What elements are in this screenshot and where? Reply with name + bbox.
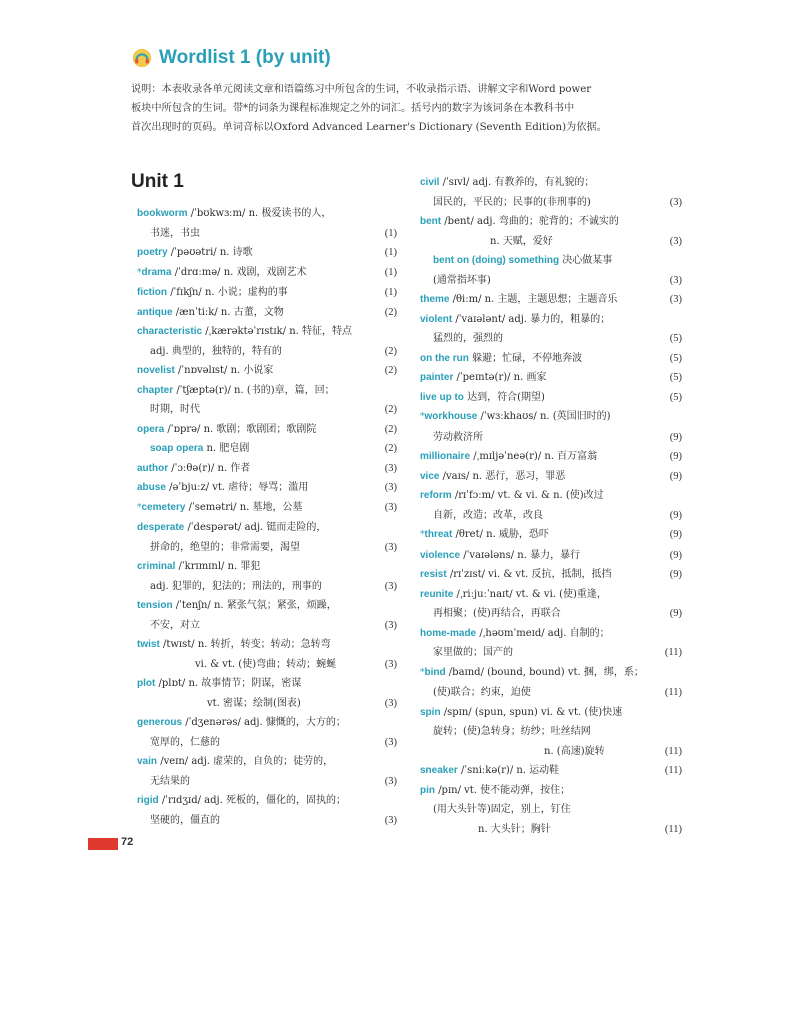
page-ref: (3): [384, 462, 397, 474]
definition-text: /əˈbjuːz/ vt. 虐待；辱骂；滥用: [169, 482, 309, 493]
definition-text: 劳动救济所: [433, 431, 483, 443]
word-entry: [420, 663, 682, 703]
word-entry: [137, 243, 397, 263]
word-entry: [137, 303, 397, 323]
word-entry: [137, 283, 397, 303]
page-ref: (9): [669, 529, 682, 540]
page-ref: (3): [384, 736, 397, 748]
headword: violent: [420, 313, 453, 325]
page-ref: (3): [669, 235, 682, 247]
definition-text: 躲避；忙碌，不停地奔波: [472, 352, 583, 364]
page-ref: (5): [669, 372, 682, 383]
definition-text: /ˈvaɪələnt/ adj. 暴力的，粗暴的；: [455, 313, 611, 325]
word-entry: [420, 290, 682, 310]
page-ref: (9): [669, 470, 682, 482]
headword: plot: [137, 678, 156, 689]
definition-text: /ˈdʒenərəs/ adj. 慷慨的，大方的；: [185, 717, 346, 728]
headword: soap opera: [150, 443, 204, 454]
word-entry: [137, 478, 397, 498]
definition-text: /ˈdrɑːmə/ n. 戏剧，戏剧艺术: [174, 266, 307, 278]
intro-line: 板块中所包含的生词。带*的词条为课程标准规定之外的词汇。括号内的数字为该词条在本教科书中: [131, 103, 575, 114]
headword: rigid: [137, 795, 159, 806]
headword: cemetery: [141, 501, 186, 513]
page-ref: (3): [384, 697, 397, 709]
page-number: 72: [121, 836, 134, 848]
page-ref: (2): [384, 365, 397, 376]
headword: millionaire: [420, 451, 471, 462]
word-entry: [137, 381, 397, 420]
definition-text: n. 肥皂剧: [206, 443, 250, 454]
definition-text: /vaɪs/ n. 恶行，恶习，罪恶: [442, 470, 566, 482]
headword: home-made: [420, 627, 477, 639]
definition-text: n. 大头针；胸针: [478, 823, 551, 835]
definition-text: n. 天赋，爱好: [490, 235, 553, 247]
word-entry: [420, 407, 682, 447]
definition-text: /veɪn/ adj. 虚荣的，自负的；徒劳的，: [160, 756, 334, 767]
intro-line: 首次出现时的页码。单词音标以Oxford Advanced Learner's Dictionary (Seventh Edition)为依据。: [131, 122, 607, 133]
page-ref: (2): [384, 306, 397, 318]
headword: spin: [420, 706, 441, 718]
page-ref: (9): [669, 549, 682, 561]
definition-text: /ˈtʃæptə(r)/ n. (书的)章，篇，回；: [176, 384, 335, 396]
page-ref: (5): [669, 352, 682, 364]
wordlist-left-column: [137, 204, 397, 830]
definition-text: 自新，改造；改革，改良: [433, 509, 543, 521]
definition-text: /baɪnd/ (bound, bound) vt. 捆，绑，系；: [448, 666, 644, 678]
definition-text: /ˈrɪdʒɪd/ adj. 死板的，僵化的，固执的；: [161, 795, 346, 806]
page-ref: (11): [664, 647, 682, 658]
word-entry: [137, 498, 397, 519]
headword: antique: [137, 306, 173, 318]
definition-text: /ænˈtiːk/ n. 古董，文物: [175, 306, 284, 318]
definition-text: 宽厚的，仁慈的: [150, 736, 220, 748]
headword: fiction: [137, 287, 167, 298]
page-ref: (9): [669, 569, 682, 580]
headword: abuse: [137, 482, 166, 493]
definition-text: 达到，符合(期望): [467, 391, 545, 403]
headword: sneaker: [420, 765, 458, 776]
definition-text: /ˌkærəktəˈrɪstɪk/ n. 特征，特点: [205, 326, 352, 337]
page-ref: (2): [384, 423, 397, 435]
star-mark: *: [420, 412, 425, 422]
star-mark: *: [420, 530, 425, 540]
headword: workhouse: [424, 411, 478, 422]
definition-text: 国民的，平民的；民事的(非刑事的): [433, 196, 591, 208]
headword: characteristic: [137, 326, 203, 337]
headword: chapter: [137, 384, 174, 396]
headword: novelist: [137, 365, 175, 376]
word-entry: [420, 368, 682, 388]
headword: resist: [420, 569, 447, 580]
page-ref: (9): [669, 509, 682, 521]
definition-text: 无结果的: [150, 775, 190, 787]
word-entry: [137, 518, 397, 557]
page-ref: (3): [384, 541, 397, 553]
word-entry: [420, 349, 682, 369]
headword: theme: [420, 294, 450, 305]
word-entry: [420, 486, 682, 525]
headword: threat: [424, 529, 453, 540]
word-entry: [420, 703, 682, 762]
definition-text: /ˈsemətri/ n. 墓地，公墓: [188, 501, 303, 513]
page-ref: (9): [669, 608, 682, 619]
headword: author: [137, 462, 169, 474]
page-ref: (1): [384, 227, 397, 239]
word-entry: [137, 713, 397, 752]
page-ref: (3): [669, 274, 682, 286]
definition-text: /ˈfɪkʃn/ n. 小说；虚构的事: [170, 287, 288, 298]
page-ref: (2): [384, 404, 397, 415]
definition-text: vi. & vt. (使)弯曲；转动；蜿蜒: [195, 658, 337, 670]
page-ref: (3): [384, 775, 397, 787]
definition-text: /bent/ adj. 弯曲的；驼背的；不诚实的: [444, 216, 619, 227]
headword: on the run: [420, 352, 469, 364]
definition-text: (使)联合；约束，迫使: [433, 687, 531, 698]
definition-text: n. (高速)旋转: [544, 745, 605, 757]
definition-text: adj. 典型的，独特的，特有的: [150, 345, 282, 357]
definition-text: /ˈkrɪmɪnl/ n. 罪犯: [178, 561, 261, 572]
definition-text: /ˈɔːθə(r)/ n. 作者: [171, 462, 251, 474]
headword: bind: [424, 666, 446, 678]
page-ref: (2): [384, 345, 397, 357]
headword: desperate: [137, 522, 185, 533]
unit-heading: Unit 1: [131, 171, 184, 192]
headphones-icon: [131, 47, 153, 69]
definition-text: 旋转；(使)急转身；纺纱；吐丝结网: [433, 726, 591, 737]
word-entry: [420, 212, 682, 251]
definition-text: 决心做某事: [562, 255, 613, 266]
definition-text: 书迷，书虫: [150, 227, 200, 239]
headword: pin: [420, 784, 435, 796]
definition-text: vt. 密谋；绘制(图表): [207, 697, 301, 709]
headword: tension: [137, 600, 173, 611]
word-entry: [137, 459, 397, 479]
word-entry: [137, 557, 397, 596]
star-mark: *: [137, 267, 142, 278]
definition-text: /rɪˈfɔːm/ vt. & vi. & n. (使)改过: [454, 490, 604, 501]
headword: poetry: [137, 247, 168, 258]
page-ref: (9): [669, 451, 682, 462]
page-ref: (3): [384, 814, 397, 826]
page-ref: (3): [384, 482, 397, 493]
word-entry: [137, 635, 397, 674]
word-entry: [137, 420, 397, 440]
definition-text: /ˈsɪvl/ adj. 有教养的，有礼貌的；: [442, 177, 595, 188]
headword: bookworm: [137, 208, 188, 219]
definition-text: (通常指坏事): [433, 274, 491, 286]
definition-text: /θret/ n. 威胁，恐吓: [455, 529, 549, 540]
page-ref: (1): [384, 266, 397, 278]
definition-text: /ˌhəʊmˈmeɪd/ adj. 自制的；: [479, 627, 610, 639]
headword: bent: [420, 216, 442, 227]
wordlist-title: [131, 47, 331, 69]
headword: reunite: [420, 588, 454, 600]
word-entry: [137, 596, 397, 635]
definition-text: 坚硬的，僵直的: [150, 814, 220, 826]
headword: civil: [420, 177, 440, 188]
page-ref: (3): [384, 619, 397, 631]
definition-text: /ˈbʊkwɜːm/ n. 极爱读书的人，: [190, 208, 332, 219]
definition-text: 时期，时代: [150, 404, 200, 415]
definition-text: /ˈnɒvəlɪst/ n. 小说家: [177, 365, 274, 376]
page-ref: (3): [669, 294, 682, 305]
headword: bent on (doing) something: [433, 255, 560, 266]
definition-text: /ˌriːjuːˈnaɪt/ vt. & vi. (使)重逢，: [456, 588, 607, 600]
word-entry: [137, 439, 397, 459]
definition-text: /θiːm/ n. 主题，主题思想；主题音乐: [452, 294, 618, 305]
intro-line: 说明：本表收录各单元阅读文章和语篇练习中所包含的生词，不收录指示语、讲解文字和Word power: [131, 84, 592, 95]
page-ref: (11): [664, 687, 682, 698]
definition-text: /ˈdespərət/ adj. 铤而走险的，: [187, 522, 327, 533]
definition-text: 猛烈的，强烈的: [433, 333, 503, 344]
page-number-bar: [88, 838, 118, 850]
page-ref: (2): [384, 443, 397, 454]
page-ref: (9): [669, 431, 682, 443]
definition-text: /ˈɒprə/ n. 歌剧；歌剧团；歌剧院: [167, 423, 317, 435]
definition-text: adj. 犯罪的，犯法的；刑法的，刑事的: [150, 580, 322, 592]
wordlist-right-column: [420, 173, 682, 839]
definition-text: (用大头针等)固定，别上，钉住: [433, 804, 571, 815]
page-ref: (3): [384, 658, 397, 670]
page-title: Wordlist 1 (by unit): [159, 47, 331, 68]
word-entry: [420, 310, 682, 349]
headword: vice: [420, 470, 440, 482]
definition-text: /twɪst/ n. 转折，转变；转动；急转弯: [162, 639, 331, 650]
intro-text: [131, 80, 691, 137]
word-entry: [420, 781, 682, 840]
word-entry: [420, 624, 682, 663]
definition-text: /ˈtenʃn/ n. 紧张气氛；紧张，烦躁，: [175, 600, 337, 611]
word-entry: [420, 388, 682, 408]
word-entry: [137, 263, 397, 284]
star-mark: *: [137, 502, 142, 513]
headword: reform: [420, 490, 452, 501]
page-ref: (3): [384, 501, 397, 513]
word-entry: [420, 467, 682, 487]
definition-text: 不安，对立: [150, 619, 200, 631]
page-ref: (5): [669, 333, 682, 344]
word-entry: [137, 791, 397, 830]
headword: painter: [420, 372, 454, 383]
definition-text: /pɪn/ vt. 使不能动弹，按住；: [438, 784, 571, 796]
definition-text: /rɪˈzɪst/ vi. & vt. 反抗，抵制，抵挡: [449, 569, 612, 580]
page-ref: (11): [664, 745, 682, 757]
page-ref: (1): [384, 247, 397, 258]
definition-text: 家里做的；国产的: [433, 647, 513, 658]
word-entry: [137, 752, 397, 791]
word-entry: [420, 447, 682, 467]
definition-text: 拼命的，绝望的；非常需要，渴望: [150, 541, 300, 553]
headword: live up to: [420, 391, 464, 403]
word-entry: [420, 546, 682, 566]
word-entry: [137, 322, 397, 361]
headword: vain: [137, 756, 158, 767]
word-entry: [420, 761, 682, 781]
headword: drama: [141, 266, 172, 278]
word-entry: [420, 565, 682, 585]
word-entry: [420, 251, 682, 290]
page-ref: (11): [664, 823, 682, 835]
word-entry: [137, 204, 397, 243]
definition-text: /ˈvaɪələns/ n. 暴力，暴行: [463, 549, 581, 561]
definition-text: /ˈpəʊətri/ n. 诗歌: [170, 247, 253, 258]
word-entry: [137, 361, 397, 381]
word-entry: [420, 585, 682, 624]
headword: opera: [137, 423, 165, 435]
headword: criminal: [137, 561, 176, 572]
page-ref: (5): [669, 391, 682, 403]
definition-text: 再相聚；(使)再结合，再联合: [433, 608, 561, 619]
headword: twist: [137, 639, 160, 650]
headword: generous: [137, 717, 183, 728]
star-mark: *: [420, 667, 425, 678]
definition-text: /ˈpeɪntə(r)/ n. 画家: [456, 372, 547, 383]
definition-text: /ˈwɜːkhaʊs/ n. (英国旧时的): [480, 411, 611, 422]
definition-text: /spɪn/ (spun, spun) vi. & vt. (使)快速: [443, 706, 623, 718]
headword: violence: [420, 549, 461, 561]
word-entry: [137, 674, 397, 713]
definition-text: /ˌmɪljəˈneə(r)/ n. 百万富翁: [473, 451, 598, 462]
word-entry: [420, 525, 682, 546]
definition-text: /ˈsniːkə(r)/ n. 运动鞋: [461, 765, 560, 776]
page-ref: (3): [384, 580, 397, 592]
page-ref: (11): [664, 765, 682, 776]
page-ref: (1): [384, 287, 397, 298]
page-ref: (3): [669, 196, 682, 208]
word-entry: [420, 173, 682, 212]
definition-text: /plɒt/ n. 故事情节；阴谋，密谋: [158, 678, 302, 689]
